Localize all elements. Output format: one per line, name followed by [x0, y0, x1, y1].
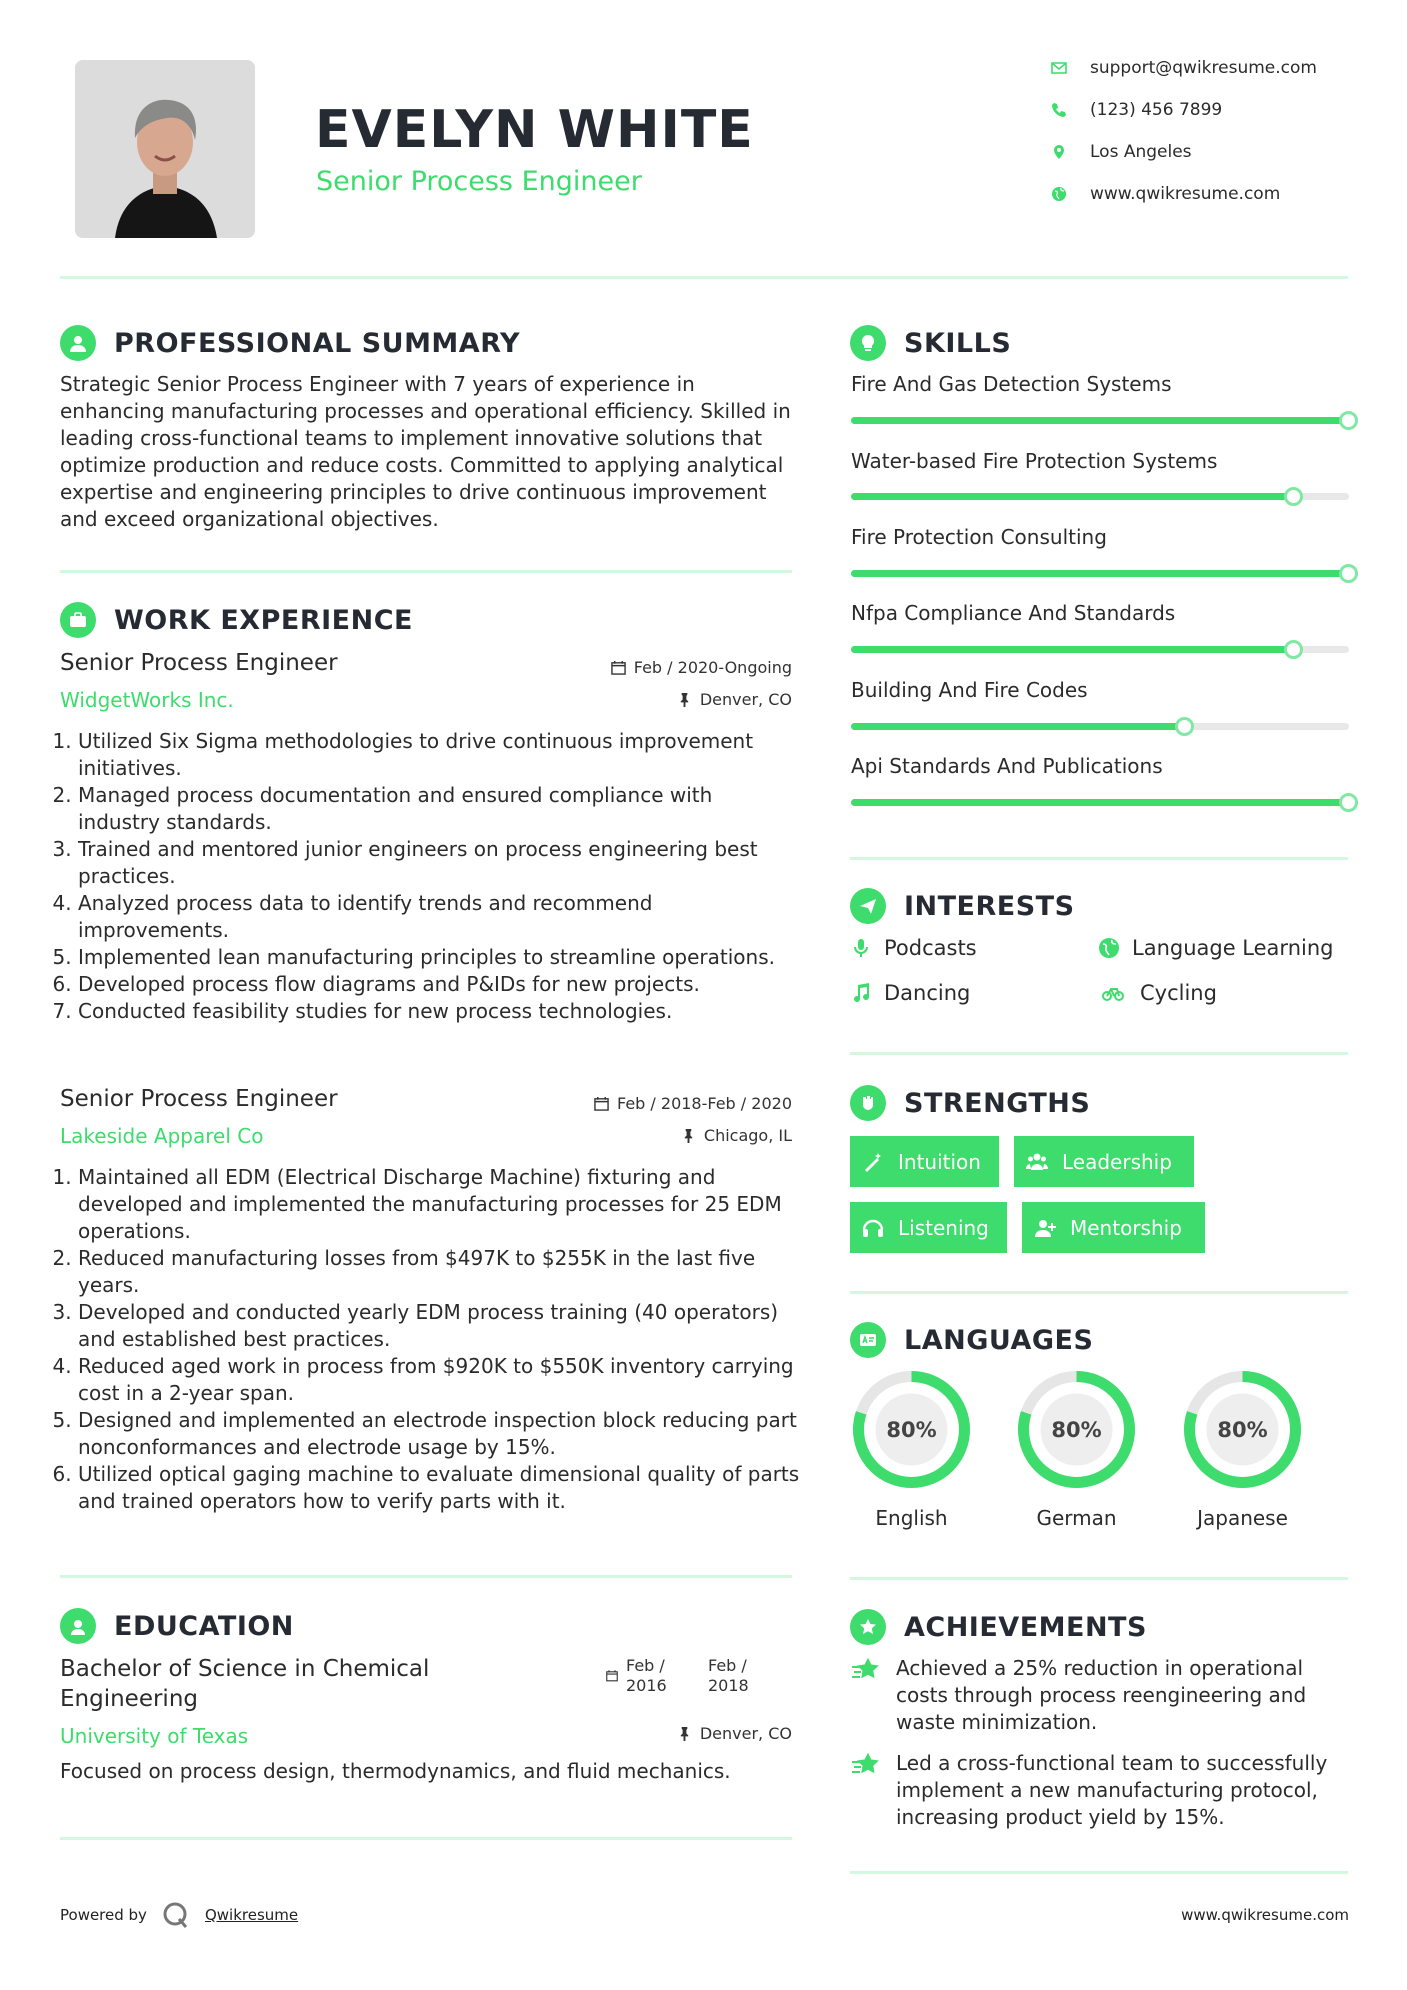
- skill-name: Api Standards And Publications: [851, 754, 1163, 778]
- qwikresume-link[interactable]: Qwikresume: [204, 1906, 299, 1924]
- skill-bar: [851, 417, 1349, 424]
- job-1-title: Senior Process Engineer: [60, 650, 338, 676]
- language-card-icon: [850, 1322, 886, 1358]
- education-description: Focused on process design, thermodynamics, and fluid mechanics.: [60, 1759, 731, 1783]
- pushpin-icon: [681, 1128, 696, 1143]
- job-2-location: [520, 1126, 792, 1145]
- list-item: 5. Designed and implemented an electrode inspection block reducing part nonconformances and electrode usage by 15%.: [78, 1407, 800, 1461]
- education-start-text: Feb / 2016: [626, 1656, 667, 1695]
- list-item: 2. Managed process documentation and ensured compliance with industry standards.: [78, 782, 800, 836]
- skill-name: Fire Protection Consulting: [851, 525, 1107, 549]
- qwikresume-logo-icon: [161, 1900, 191, 1930]
- microphone-icon: [850, 937, 872, 959]
- education-location-text: Denver, CO: [699, 1724, 792, 1743]
- summary-text: Strategic Senior Process Engineer with 7 years of experience in enhancing manufacturing processes and operational efficiency. Skilled in leading cross-functional teams to implement innovative solutions that optimize production and reduce costs. Committed to applying analytical expertise and engineering principles to drive continuous improvement and exceed organizational objectives.: [60, 372, 791, 531]
- strength-label: Intuition: [898, 1149, 981, 1174]
- list-item: 1. Utilized Six Sigma methodologies to drive continuous improvement initiatives.: [78, 728, 800, 782]
- education-location: [520, 1724, 792, 1743]
- header-divider: [60, 276, 1348, 279]
- bicycle-icon: [1098, 982, 1128, 1004]
- interests-heading: [850, 888, 1075, 924]
- job-2-bullets: [58, 1164, 800, 1515]
- interest-item: [1098, 936, 1333, 960]
- globe-icon: [1050, 185, 1068, 203]
- pushpin-icon: [677, 1726, 692, 1741]
- list-item: 2. Reduced manufacturing losses from $497K to $255K in the last five years.: [78, 1245, 800, 1299]
- briefcase-icon: [60, 602, 96, 638]
- job-2-location-text: Chicago, IL: [703, 1126, 792, 1145]
- footer-url[interactable]: www.qwikresume.com: [1181, 1906, 1349, 1924]
- phone-icon: [1050, 101, 1068, 119]
- work-title: WORK EXPERIENCE: [114, 604, 413, 636]
- list-item: 3. Developed and conducted yearly EDM process training (40 operators) and established best practices.: [78, 1299, 800, 1353]
- list-item: 5. Implemented lean manufacturing principles to streamline operations.: [78, 944, 800, 971]
- job-2-dates: [520, 1094, 792, 1113]
- languages-divider: [850, 1577, 1348, 1580]
- strengths-divider: [850, 1291, 1348, 1294]
- skill-name: Water-based Fire Protection Systems: [851, 449, 1218, 473]
- skill-bar: [851, 570, 1349, 577]
- language-percent: 80%: [1217, 1417, 1268, 1442]
- languages-title: LANGUAGES: [904, 1324, 1094, 1356]
- skills-divider: [850, 857, 1348, 860]
- skill-bar-fill: [851, 493, 1294, 500]
- skill-bar-knob: [1175, 717, 1194, 736]
- achievement-text: Led a cross-functional team to successfully implement a new manufacturing protocol, increasing product yield by 15%.: [896, 1751, 1328, 1829]
- shooting-star-icon: [850, 1750, 880, 1780]
- skill-bar: [851, 723, 1349, 730]
- skill-bar-fill: [851, 417, 1349, 424]
- education-degree: Bachelor of Science in Chemical Engineering: [60, 1656, 430, 1712]
- strengths-heading: [850, 1085, 1090, 1121]
- strength-label: Leadership: [1062, 1149, 1172, 1174]
- contact-location-text: Los Angeles: [1090, 142, 1192, 162]
- shooting-star-icon: [850, 1655, 880, 1685]
- job-1-bullets: [58, 728, 800, 1025]
- skill-bar: [851, 493, 1349, 500]
- job-2-title: Senior Process Engineer: [60, 1086, 338, 1112]
- education-end-text: Feb / 2018: [708, 1656, 749, 1695]
- strength-label: Listening: [898, 1215, 989, 1240]
- pushpin-icon: [677, 692, 692, 707]
- interest-item: [850, 936, 977, 960]
- job-1-location-text: Denver, CO: [699, 690, 792, 709]
- list-item: 7. Conducted feasibility studies for new process technologies.: [78, 998, 800, 1025]
- skill-bar-fill: [851, 723, 1185, 730]
- language-name: German: [1036, 1506, 1117, 1530]
- skill-bar-fill: [851, 646, 1294, 653]
- headphones-icon: [862, 1217, 884, 1239]
- job-1-company: WidgetWorks Inc.: [60, 688, 234, 712]
- strengths-title: STRENGTHS: [904, 1087, 1091, 1119]
- lightbulb-icon: [850, 325, 886, 361]
- achievement-item: [850, 1750, 1350, 1831]
- strength-chip: [850, 1136, 999, 1187]
- skill-bar-fill: [851, 799, 1349, 806]
- magic-wand-icon: [862, 1151, 884, 1173]
- list-item: 6. Developed process flow diagrams and P&IDs for new projects.: [78, 971, 800, 998]
- job-2-dates-text: Feb / 2018-Feb / 2020: [617, 1094, 792, 1113]
- contact-phone[interactable]: [1050, 98, 1222, 122]
- contact-website[interactable]: [1050, 182, 1280, 206]
- list-item: 6. Utilized optical gaging machine to evaluate dimensional quality of parts and trained operators how to verify parts with it.: [78, 1461, 800, 1515]
- graduate-icon: [60, 1608, 96, 1644]
- job-1-location: [520, 690, 792, 709]
- skill-bar-knob: [1284, 487, 1303, 506]
- contact-email[interactable]: [1050, 56, 1317, 80]
- calendar-icon: [611, 660, 626, 675]
- education-title: EDUCATION: [114, 1610, 294, 1642]
- list-item: 4. Reduced aged work in process from $920K to $550K inventory carrying cost in a 2-year span.: [78, 1353, 800, 1407]
- candidate-name: EVELYN WHITE: [315, 100, 754, 160]
- candidate-role: Senior Process Engineer: [316, 166, 642, 197]
- skill-bar-fill: [851, 570, 1349, 577]
- achievements-divider: [850, 1871, 1348, 1874]
- work-heading: [60, 602, 413, 638]
- contact-website-text: www.qwikresume.com: [1090, 184, 1281, 204]
- interest-label: Cycling: [1140, 981, 1217, 1005]
- skill-name: Fire And Gas Detection Systems: [851, 372, 1172, 396]
- summary-title: PROFESSIONAL SUMMARY: [114, 327, 521, 359]
- skill-name: Building And Fire Codes: [851, 678, 1088, 702]
- contact-location: [1050, 140, 1192, 164]
- interest-label: Language Learning: [1132, 936, 1334, 960]
- calendar-icon: [606, 1668, 618, 1683]
- strength-chip: [1022, 1202, 1205, 1253]
- location-pin-icon: [1050, 143, 1068, 161]
- calendar-icon: [594, 1096, 609, 1111]
- education-end: [708, 1656, 760, 1696]
- education-heading: [60, 1608, 294, 1644]
- skill-bar: [851, 799, 1349, 806]
- summary-heading: [60, 325, 520, 361]
- job-2-company: Lakeside Apparel Co: [60, 1124, 264, 1148]
- skill-bar-knob: [1339, 411, 1358, 430]
- strength-label: Mentorship: [1070, 1215, 1182, 1240]
- list-item: 3. Trained and mentored junior engineers on process engineering best practices.: [78, 836, 800, 890]
- language-percent: 80%: [886, 1417, 937, 1442]
- language-name: English: [875, 1506, 948, 1530]
- interest-item: [850, 981, 970, 1005]
- footer-powered-by: [60, 1900, 298, 1930]
- education-start: [606, 1656, 666, 1696]
- list-item: 4. Analyzed process data to identify trends and recommend improvements.: [78, 890, 800, 944]
- languages-heading: [850, 1322, 1093, 1358]
- language-name: Japanese: [1197, 1506, 1288, 1530]
- language-item: [1180, 1367, 1305, 1530]
- interests-title: INTERESTS: [904, 890, 1075, 922]
- users-icon: [1026, 1151, 1048, 1173]
- summary-divider: [60, 570, 792, 573]
- strength-chip: [850, 1202, 1007, 1253]
- profile-photo: [75, 60, 255, 238]
- education-school: University of Texas: [60, 1724, 249, 1748]
- work-divider: [60, 1575, 792, 1578]
- skill-bar-knob: [1339, 793, 1358, 812]
- language-percent: 80%: [1051, 1417, 1102, 1442]
- interest-label: Podcasts: [884, 936, 977, 960]
- skill-name: Nfpa Compliance And Standards: [851, 601, 1176, 625]
- strength-chip: [1014, 1136, 1194, 1187]
- achievements-title: ACHIEVEMENTS: [904, 1611, 1147, 1643]
- achievement-item: [850, 1655, 1350, 1736]
- achievements-heading: [850, 1609, 1147, 1645]
- music-note-icon: [850, 982, 872, 1004]
- education-divider: [60, 1837, 792, 1840]
- user-icon: [60, 325, 96, 361]
- interest-item: [1098, 981, 1217, 1005]
- paper-plane-icon: [850, 888, 886, 924]
- fist-icon: [850, 1085, 886, 1121]
- email-icon: [1050, 59, 1068, 77]
- skills-heading: [850, 325, 1011, 361]
- job-1-dates-text: Feb / 2020-Ongoing: [633, 658, 792, 677]
- star-badge-icon: [850, 1609, 886, 1645]
- user-plus-icon: [1034, 1217, 1056, 1239]
- contact-email-text: support@qwikresume.com: [1090, 58, 1317, 78]
- skill-bar: [851, 646, 1349, 653]
- contact-phone-text: (123) 456 7899: [1090, 100, 1223, 120]
- achievement-text: Achieved a 25% reduction in operational costs through process reengineering and waste minimization.: [896, 1656, 1307, 1734]
- skills-title: SKILLS: [904, 327, 1012, 359]
- language-item: [1014, 1367, 1139, 1530]
- language-item: [849, 1367, 974, 1530]
- interest-label: Dancing: [884, 981, 971, 1005]
- interests-divider: [850, 1052, 1348, 1055]
- list-item: 1. Maintained all EDM (Electrical Discharge Machine) fixturing and developed and implemented the manufacturing processes for 25 EDM operations.: [78, 1164, 800, 1245]
- skill-bar-knob: [1284, 640, 1303, 659]
- skill-bar-knob: [1339, 564, 1358, 583]
- job-1-dates: [520, 658, 792, 677]
- powered-by-text: Powered by: [60, 1906, 147, 1924]
- globe-icon: [1098, 937, 1120, 959]
